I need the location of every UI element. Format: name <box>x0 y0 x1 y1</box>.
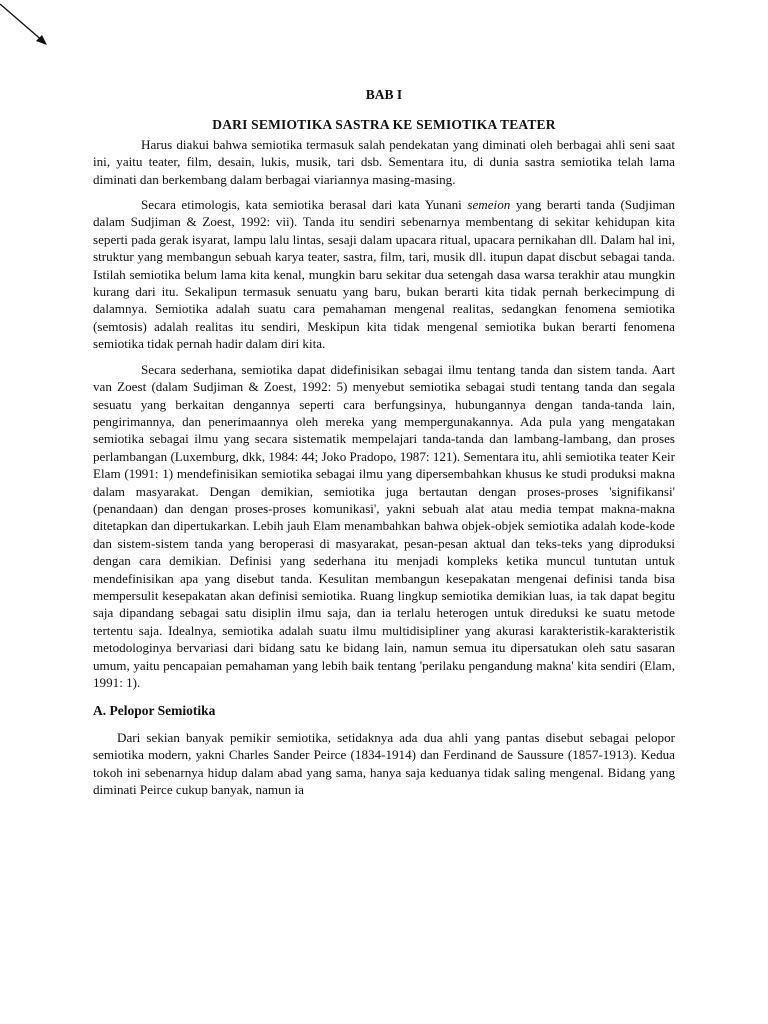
paragraph-2-before: Secara etimologis, kata semiotika berasal dari kata Yunani <box>141 197 468 213</box>
document-page <box>93 86 675 806</box>
paragraph-2-italic-term: semeion <box>467 197 511 213</box>
paragraph-3: Secara sederhana, semiotika dapat didefinisikan sebagai ilmu tentang tanda dan sistem tanda. Aart van Zoest (dalam Sudjiman & Zoest, 1992: 5) menyebut semiotika sebagai studi tentang tanda dan segala sesuatu yang berkaitan dengannya seperti cara berfungsinya, hubungannya dengan tanda-tanda lain, pengirimannya, dan penerimaannya oleh mereka yang mempergunakannya. Ada pula yang mengatakan semiotika sebagai ilmu yang secara sistematik mempelajari tanda-tanda dan lambang-lambang, dan proses perlambangan (Luxemburg, dkk, 1984: 44; Joko Pradopo, 1987: 121). Sementara itu, ahli semiotika teater Keir Elam (1991: 1) mendefinisikan semiotika sebagai ilmu yang dipersembahkan khusus ke studi produksi makna dalam masyarakat. Dengan demikian, semiotika juga bertautan dengan proses-proses 'signifikansi' (penandaan) dan dengan proses-proses komunikasi', yakni sebuah alat atau media tempat makna-makna ditetapkan dan dipertukarkan. Lebih jauh Elam menambahkan bahwa objek-objek semiotika adalah kode-kode dan sistem-sistem tanda yang beroperasi di masyarakat, pesan-pesan aktual dan teks-teks yang diproduksi dengan cara demikian. Definisi yang sederhana itu menjadi kompleks ketika muncul tuntutan untuk mendefinisikan apa yang disebut tanda. Kesulitan membangun kesepakatan mengenai definisi tanda bisa mempersulit kesepakatan akan definisi semiotika. Ruang lingkup semiotika demikian luas, ia tak dapat begitu saja dipandang sebagai satu disiplin ilmu saja, dan ia terlalu heterogen untuk direduksi ke suatu metode tertentu saja. Idealnya, semiotika adalah suatu ilmu multidisipliner yang akurasi karakteristik-karakteristik metodologinya bervariasi dari bidang satu ke bidang lain, namun semua itu dipersatukan oleh satu sasaran umum, yaitu pencapaian pemahaman yang lebih baik tentang 'perilaku pengandung makna' kita sendiri (Elam, 1991: 1). <box>93 361 675 690</box>
paragraph-2 <box>93 196 675 353</box>
chapter-title: DARI SEMIOTIKA SASTRA KE SEMIOTIKA TEATER <box>212 117 556 133</box>
chapter-label: BAB I <box>365 87 403 102</box>
section-heading: A. Pelopor Semiotika <box>93 703 216 719</box>
arrow-down-right-icon <box>0 0 52 50</box>
section-paragraph: Dari sekian banyak pemikir semiotika, setidaknya ada dua ahli yang pantas disebut sebagai pelopor semiotika modern, yakni Charles Sander Peirce (1834-1914) dan Ferdinand de Saussure (1857-1913). Kedua tokoh ini sebenarnya hidup dalam abad yang sama, hanya saja keduanya tidak saling mengenal. Bidang yang diminati Peirce cukup banyak, namun ia <box>93 729 675 798</box>
paragraph-2-after: yang berarti tanda (Sudjiman dalam Sudjiman & Zoest, 1992: vii). Tanda itu sendiri sebenarnya membentang di sekitar kehidupan kita seperti pada gerak isyarat, lampu lalu lintas, sesaji dalam upacara ritual, upacara pernikahan dll. Dalam hal ini, struktur yang membangun sebuah karya teater, sastra, film, tari, musik dll. itupun dapat discbut sebagai tanda. Istilah semiotika belum lama kita kenal, mungkin baru sekitar dua setengah dasa warsa terakhir atau mungkin kurang dari itu. Sekalipun termasuk senuatu yang baru, bukan berarti kita tidak pernah berkecimpung di dalamnya. Semiotika adalah suatu cara pemahaman mengenal realitas, sedangkan fenomena semiotika (semtosis) adalah realitas itu sendiri, Meskipun kita tidak mengenal semiotika bukan berarti fenomena semiotika tidak pernah hadir dalam diri kita. <box>93 197 676 352</box>
paragraph-1: Harus diakui bahwa semiotika termasuk salah pendekatan yang diminati oleh berbagai ahli seni saat ini, yaitu teater, film, desain, lukis, musik, tari dsb. Sementara itu, di dunia sastra semiotika telah lama diminati dan berkembang dalam berbagai viariannya masing-masing. <box>93 136 675 187</box>
